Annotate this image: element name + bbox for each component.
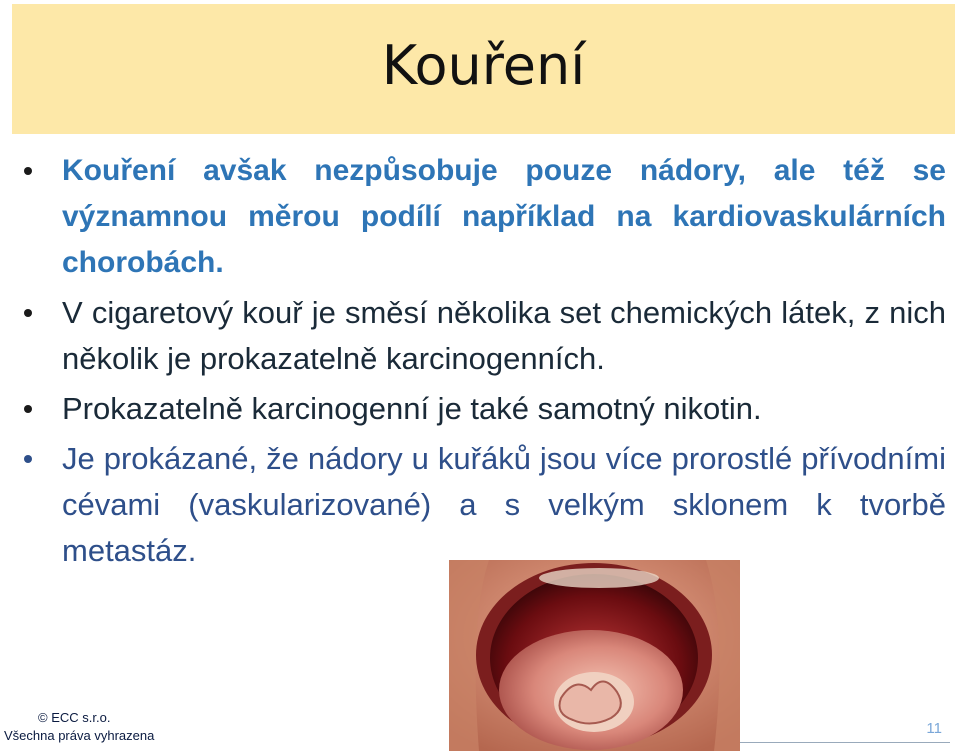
- footer-copyright: [4, 709, 154, 745]
- mouth-photo-illustration: [449, 560, 740, 751]
- bullet-item: Je prokázané, že nádory u kuřáků jsou více prorostlé přívodními cévami (vaskularizované) a s velkým sklonem k tvorbě metastáz.: [22, 436, 946, 574]
- copyright-text: © ECC s.r.o.: [38, 710, 111, 725]
- bullet-list: [22, 148, 946, 578]
- bullet-item: Kouření avšak nezpůsobuje pouze nádory, ale též se významnou měrou podílí například na kardiovaskulárních chorobách.: [22, 148, 946, 286]
- title-bar: [12, 4, 955, 134]
- footer-divider: [740, 742, 950, 743]
- page-number: 11: [926, 720, 942, 737]
- bullet-item: Prokazatelně karcinogenní je také samotný nikotin.: [22, 386, 946, 432]
- mouth-tumor-photo: [449, 560, 740, 751]
- rights-text: Všechna práva vyhrazena: [4, 728, 155, 743]
- bullet-item: V cigaretový kouř je směsí několika set chemických látek, z nich několik je prokazatelně karcinogenních.: [22, 290, 946, 382]
- slide-title: Kouření: [381, 34, 586, 97]
